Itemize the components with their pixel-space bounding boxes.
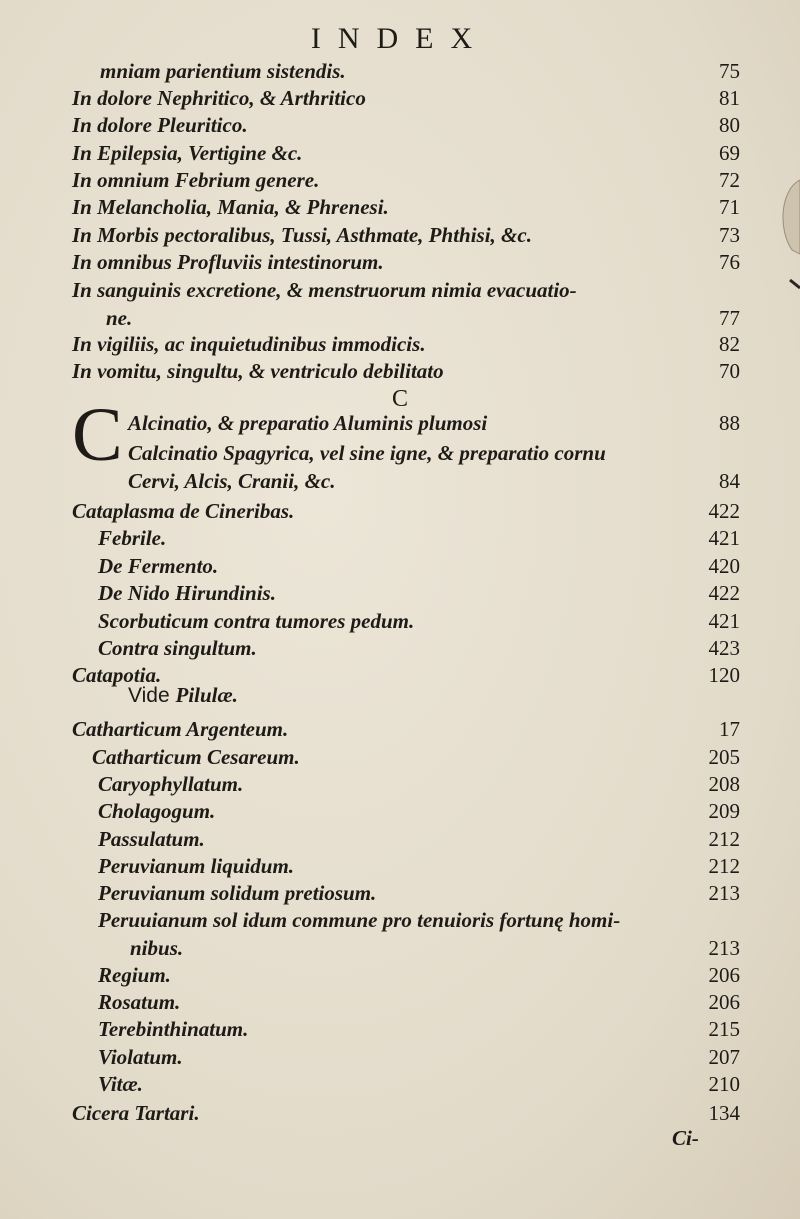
entry-page: 17 (719, 717, 740, 741)
entry-text: Regium. (98, 963, 171, 987)
index-subentry (98, 525, 740, 552)
index-subentry (98, 1016, 740, 1043)
entry-text: In vomitu, singultu, & ventriculo debilitato (72, 359, 444, 383)
entry-text: nibus. (130, 936, 184, 960)
index-subentry (92, 744, 740, 771)
entry-page: 72 (719, 168, 740, 192)
entry-text: Scorbuticum contra tumores pedum. (98, 609, 415, 633)
entry-page: 73 (719, 223, 740, 247)
entry-text: Rosatum. (98, 990, 181, 1014)
entry-page: 88 (719, 411, 740, 435)
entry-page: 209 (708, 799, 740, 823)
entry-text: In sanguinis excretione, & menstruorum nimia evacuatio- (72, 278, 577, 302)
see-also-ref: Pilulæ. (175, 683, 238, 707)
index-subentry (98, 826, 740, 853)
entry-text: De Nido Hirundinis. (98, 581, 276, 605)
entry-text: In omnium Febrium genere. (72, 168, 320, 192)
entry-page: 422 (708, 581, 740, 605)
entry-text: In Morbis pectoralibus, Tussi, Asthmate, Phthisi, &c. (72, 223, 532, 247)
index-subentry (98, 580, 740, 607)
entry-page: 70 (719, 359, 740, 383)
index-entry (72, 85, 740, 112)
entry-text: Peruvianum solidum pretiosum. (98, 881, 377, 905)
entry-text: Vitæ. (98, 1072, 143, 1096)
index-subentry (98, 798, 740, 825)
entry-text: ne. (106, 306, 133, 330)
entry-text: In Melancholia, Mania, & Phrenesi. (72, 195, 389, 219)
index-subentry (130, 935, 740, 962)
entry-text: Catharticum Argenteum. (72, 717, 289, 741)
entry-text: Cervi, Alcis, Cranii, &c. (128, 469, 336, 493)
entry-page: 421 (708, 609, 740, 633)
entry-page: 207 (708, 1045, 740, 1069)
entry-text: In vigiliis, ac inquietudinibus immodicis. (72, 332, 426, 356)
entry-text: Cicera Tartari. (72, 1101, 200, 1125)
index-subentry (98, 907, 740, 934)
index-entry (106, 305, 740, 332)
entry-text: Peruvianum liquidum. (98, 854, 295, 878)
entry-text: mniam parientium sistendis. (100, 59, 346, 83)
index-entry (128, 440, 740, 467)
section-letter: C (391, 386, 408, 412)
index-entry (100, 58, 740, 85)
entry-page: 212 (708, 854, 740, 878)
index-subentry (98, 553, 740, 580)
index-subentry (98, 1044, 740, 1071)
index-subentry (98, 989, 740, 1016)
index-entry (72, 358, 740, 385)
entry-page: 76 (719, 250, 740, 274)
index-subentry (98, 1071, 740, 1098)
entry-text: De Fermento. (98, 554, 219, 578)
see-also-prefix: Vide (128, 684, 170, 707)
index-entry (72, 1100, 740, 1127)
index-subentry (98, 771, 740, 798)
entry-page: 206 (708, 963, 740, 987)
entry-text: Cholagogum. (98, 799, 216, 823)
index-entry (72, 249, 740, 276)
entry-text: Cataplasma de Cineribas. (72, 499, 295, 523)
see-also (128, 682, 238, 709)
entry-page: 81 (719, 86, 740, 110)
entry-text: Alcinatio, & preparatio Aluminis plumosi (128, 411, 488, 435)
index-entry (72, 331, 740, 358)
entry-page: 213 (708, 881, 740, 905)
entry-page: 134 (708, 1101, 740, 1125)
entry-page: 82 (719, 332, 740, 356)
entry-page: 206 (708, 990, 740, 1014)
entry-page: 71 (719, 195, 740, 219)
index-entry (72, 167, 740, 194)
entry-page: 69 (719, 141, 740, 165)
entry-page: 213 (708, 936, 740, 960)
entry-text: Catapotia. (72, 663, 162, 687)
index-entry (128, 468, 740, 495)
entry-page: 420 (708, 554, 740, 578)
entry-text: Terebinthinatum. (98, 1017, 249, 1041)
index-entry (72, 140, 740, 167)
index-subentry (98, 880, 740, 907)
entry-text: Febrile. (98, 526, 167, 550)
entry-page: 210 (708, 1072, 740, 1096)
entry-page: 84 (719, 469, 740, 493)
entry-page: 423 (708, 636, 740, 660)
index-subentry (98, 608, 740, 635)
catchword: Ci- (672, 1126, 699, 1150)
index-subentry (98, 853, 740, 880)
entry-page: 421 (708, 526, 740, 550)
entry-page: 80 (719, 113, 740, 137)
index-subentry (98, 962, 740, 989)
entry-page: 75 (719, 59, 740, 83)
entry-text: Caryophyllatum. (98, 772, 244, 796)
entry-text: In omnibus Profluviis intestinorum. (72, 250, 384, 274)
entry-page: 120 (708, 663, 740, 687)
entry-page: 212 (708, 827, 740, 851)
entry-text: Peruuianum sol idum commune pro tenuioris fortunę homi- (98, 908, 621, 932)
entry-text: Violatum. (98, 1045, 183, 1069)
index-subentry (98, 635, 740, 662)
paper-edge-mark (770, 170, 800, 290)
entry-page: 77 (719, 306, 740, 330)
index-entry (72, 194, 740, 221)
entry-text: In Epilepsia, Vertigine &c. (72, 141, 303, 165)
entry-page: 208 (708, 772, 740, 796)
entry-page: 215 (708, 1017, 740, 1041)
entry-text: In dolore Nephritico, & Arthritico (72, 86, 366, 110)
index-entry (128, 410, 740, 437)
entry-text: Calcinatio Spagyrica, vel sine igne, & preparatio cornu (128, 441, 606, 465)
index-entry (72, 222, 740, 249)
page-header: INDEX (310, 22, 490, 55)
entry-text: Contra singultum. (98, 636, 257, 660)
index-entry (72, 112, 740, 139)
entry-text: Catharticum Cesareum. (92, 745, 300, 769)
index-entry (72, 716, 740, 743)
entry-page: 205 (708, 745, 740, 769)
entry-text: Passulatum. (98, 827, 205, 851)
entry-text: In dolore Pleuritico. (72, 113, 248, 137)
index-entry (72, 277, 740, 304)
drop-capital: C (72, 393, 123, 477)
entry-page: 422 (708, 499, 740, 523)
index-entry (72, 498, 740, 525)
